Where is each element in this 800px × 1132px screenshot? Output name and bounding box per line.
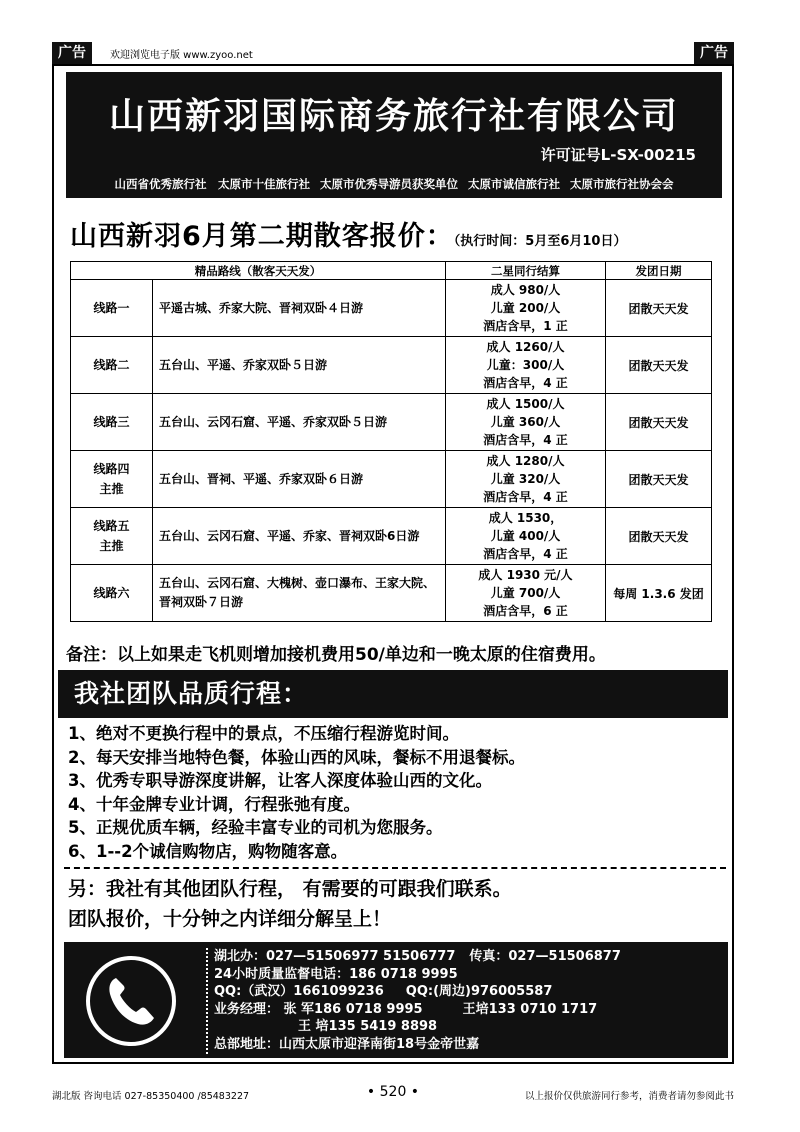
table-header-row (71, 262, 712, 280)
list-item: 4、十年金牌专业计调，行程张弛有度。 (68, 794, 360, 814)
manager-1: 业务经理： 张 军186 0718 9995 (214, 1001, 423, 1017)
list-item: 1、绝对不更换行程中的景点，不压缩行程游览时间。 (68, 724, 459, 743)
fax-number: 传真：027—51506877 (469, 949, 621, 964)
route-price (446, 337, 606, 394)
table-row (71, 337, 712, 394)
remark-note: 备注：以上如果走飞机则增加接机费用50/单边和一晚太原的住宿费用。 (66, 645, 606, 665)
departure-date: 团散天天发 (606, 337, 712, 394)
manager-2: 王培133 0710 1717 (462, 1001, 598, 1017)
route-price (446, 394, 606, 451)
route-name-line: 线路一 (93, 301, 130, 315)
route-price-table (70, 261, 712, 622)
route-name (71, 451, 153, 508)
child-price: 儿童 700/人 (490, 586, 561, 600)
quality-section-title: 我社团队品质行程： (58, 670, 728, 718)
child-price: 儿童 360/人 (490, 415, 561, 429)
route-name (71, 337, 153, 394)
qq-nearby: QQ:(周边)976005587 (405, 984, 553, 1000)
contact-line-manager (214, 1001, 621, 1019)
hotel-terms: 酒店含早，4 正 (483, 433, 568, 447)
adult-price: 成人 980/人 (490, 283, 561, 297)
company-honors: 山西省优秀旅行社 太原市十佳旅行社 太原市优秀导游员获奖单位 太原市诚信旅行社 太原市旅行社协会会 (114, 177, 674, 191)
ad-label-right: 广告 (694, 42, 734, 64)
price-period: （执行时间：5月至6月10日） (453, 234, 627, 249)
dashed-divider (64, 867, 726, 869)
table-row (71, 508, 712, 565)
footer-disclaimer: 以上报价仅供旅游同行参考，消费者请勿参阅此书 (524, 1091, 734, 1102)
route-description: 五台山、平遥、乔家双卧５日游 (153, 337, 446, 394)
column-header-price: 二星同行结算 (446, 262, 606, 280)
route-name (71, 394, 153, 451)
column-header-date: 发团日期 (606, 262, 712, 280)
departure-date: 每周 1.3.6 发团 (606, 565, 712, 622)
extra-line-1: 另：我社有其他团队行程， 有需要的可跟我们联系。 (68, 878, 512, 900)
departure-date: 团散天天发 (606, 451, 712, 508)
route-name-line: 线路五 (93, 519, 130, 533)
table-row (71, 565, 712, 622)
quality-list (68, 722, 525, 863)
hotel-terms: 酒店含早，4 正 (483, 547, 568, 561)
route-description: 五台山、晋祠、平遥、乔家双卧６日游 (153, 451, 446, 508)
hubei-office: 湖北办：027—51506977 51506777 (214, 949, 456, 964)
route-price (446, 280, 606, 337)
price-title: 山西新羽6月第二期散客报价： (70, 221, 454, 252)
hotel-terms: 酒店含早，1 正 (483, 319, 568, 333)
ad-label-left: 广告 (52, 42, 92, 64)
route-name (71, 565, 153, 622)
route-name (71, 280, 153, 337)
manager-3: 王 培135 5419 8898 (298, 1019, 438, 1035)
child-price: 儿童 320/人 (490, 472, 561, 486)
hotel-terms: 酒店含早，4 正 (483, 490, 568, 504)
welcome-text: 欢迎浏览电子版 www.zyoo.net (110, 50, 253, 61)
route-name (71, 508, 153, 565)
table-row (71, 280, 712, 337)
adult-price: 成人 1260/人 (486, 340, 565, 354)
contact-panel (64, 942, 728, 1058)
route-name-line: 线路三 (93, 415, 130, 429)
footer-edition-phone: 湖北版 咨询电话 027-85350400 /85483227 (52, 1091, 250, 1102)
ad-header-bar (52, 42, 734, 64)
child-price: 儿童 400/人 (490, 529, 561, 543)
phone-icon (86, 956, 176, 1046)
hotel-terms: 酒店含早，6 正 (483, 604, 568, 618)
quality-hotline: 24小时质量监督电话：186 0718 9995 (214, 966, 458, 982)
contact-details (206, 948, 621, 1054)
hotel-terms: 酒店含早，4 正 (483, 376, 568, 390)
route-description: 五台山、云冈石窟、大槐树、壶口瀑布、王家大院、晋祠双卧７日游 (153, 565, 446, 622)
column-header-route: 精品路线（散客天天发） (71, 262, 446, 280)
head-office-address: 总部地址：山西太原市迎泽南街18号金帝世嘉 (214, 1036, 480, 1052)
route-price (446, 451, 606, 508)
list-item: 6、1--2个诚信购物店，购物随客意。 (68, 841, 348, 861)
table-row (71, 394, 712, 451)
route-description: 五台山、云冈石窟、平遥、乔家双卧５日游 (153, 394, 446, 451)
list-item: 3、优秀专职导游深度讲解，让客人深度体验山西的文化。 (68, 771, 492, 790)
list-item: 2、每天安排当地特色餐，体验山西的风味，餐标不用退餐标。 (68, 747, 525, 767)
qq-wuhan: QQ:（武汉）1661099236 (214, 984, 384, 1000)
route-featured-tag: 主推 (99, 482, 124, 496)
adult-price: 成人 1500/人 (486, 397, 565, 411)
adult-price: 成人 1280/人 (486, 454, 565, 468)
license-number: 许可证号L-SX-00215 (540, 146, 696, 164)
advertisement-frame (52, 64, 734, 1064)
page-footer (52, 1084, 734, 1104)
contact-line-office (214, 948, 621, 966)
list-item: 5、正规优质车辆，经验丰富专业的司机为您服务。 (68, 818, 443, 837)
company-banner (66, 72, 722, 198)
contact-line-qq (214, 983, 621, 1001)
adult-price: 成人 1530， (488, 511, 563, 525)
table-row (71, 451, 712, 508)
route-name-line: 线路二 (93, 358, 130, 372)
route-description: 平遥古城、乔家大院、晋祠双卧４日游 (153, 280, 446, 337)
company-name: 山西新羽国际商务旅行社有限公司 (108, 96, 679, 137)
extra-info (68, 874, 512, 934)
route-name-line: 线路六 (93, 586, 130, 600)
adult-price: 成人 1930 元/人 (478, 568, 573, 582)
contact-line-manager-3 (214, 1018, 621, 1036)
departure-date: 团散天天发 (606, 508, 712, 565)
departure-date: 团散天天发 (606, 280, 712, 337)
child-price: 儿童 200/人 (490, 301, 561, 315)
price-heading (70, 214, 626, 253)
extra-line-2: 团队报价，十分钟之内详细分解呈上！ (68, 908, 392, 930)
page-number: • 520 • (366, 1084, 420, 1100)
route-featured-tag: 主推 (99, 539, 124, 553)
departure-date: 团散天天发 (606, 394, 712, 451)
route-price (446, 508, 606, 565)
route-price (446, 565, 606, 622)
child-price: 儿童：300/人 (486, 358, 565, 372)
route-description: 五台山、云冈石窟、平遥、乔家、晋祠双卧6日游 (153, 508, 446, 565)
route-name-line: 线路四 (93, 462, 130, 476)
